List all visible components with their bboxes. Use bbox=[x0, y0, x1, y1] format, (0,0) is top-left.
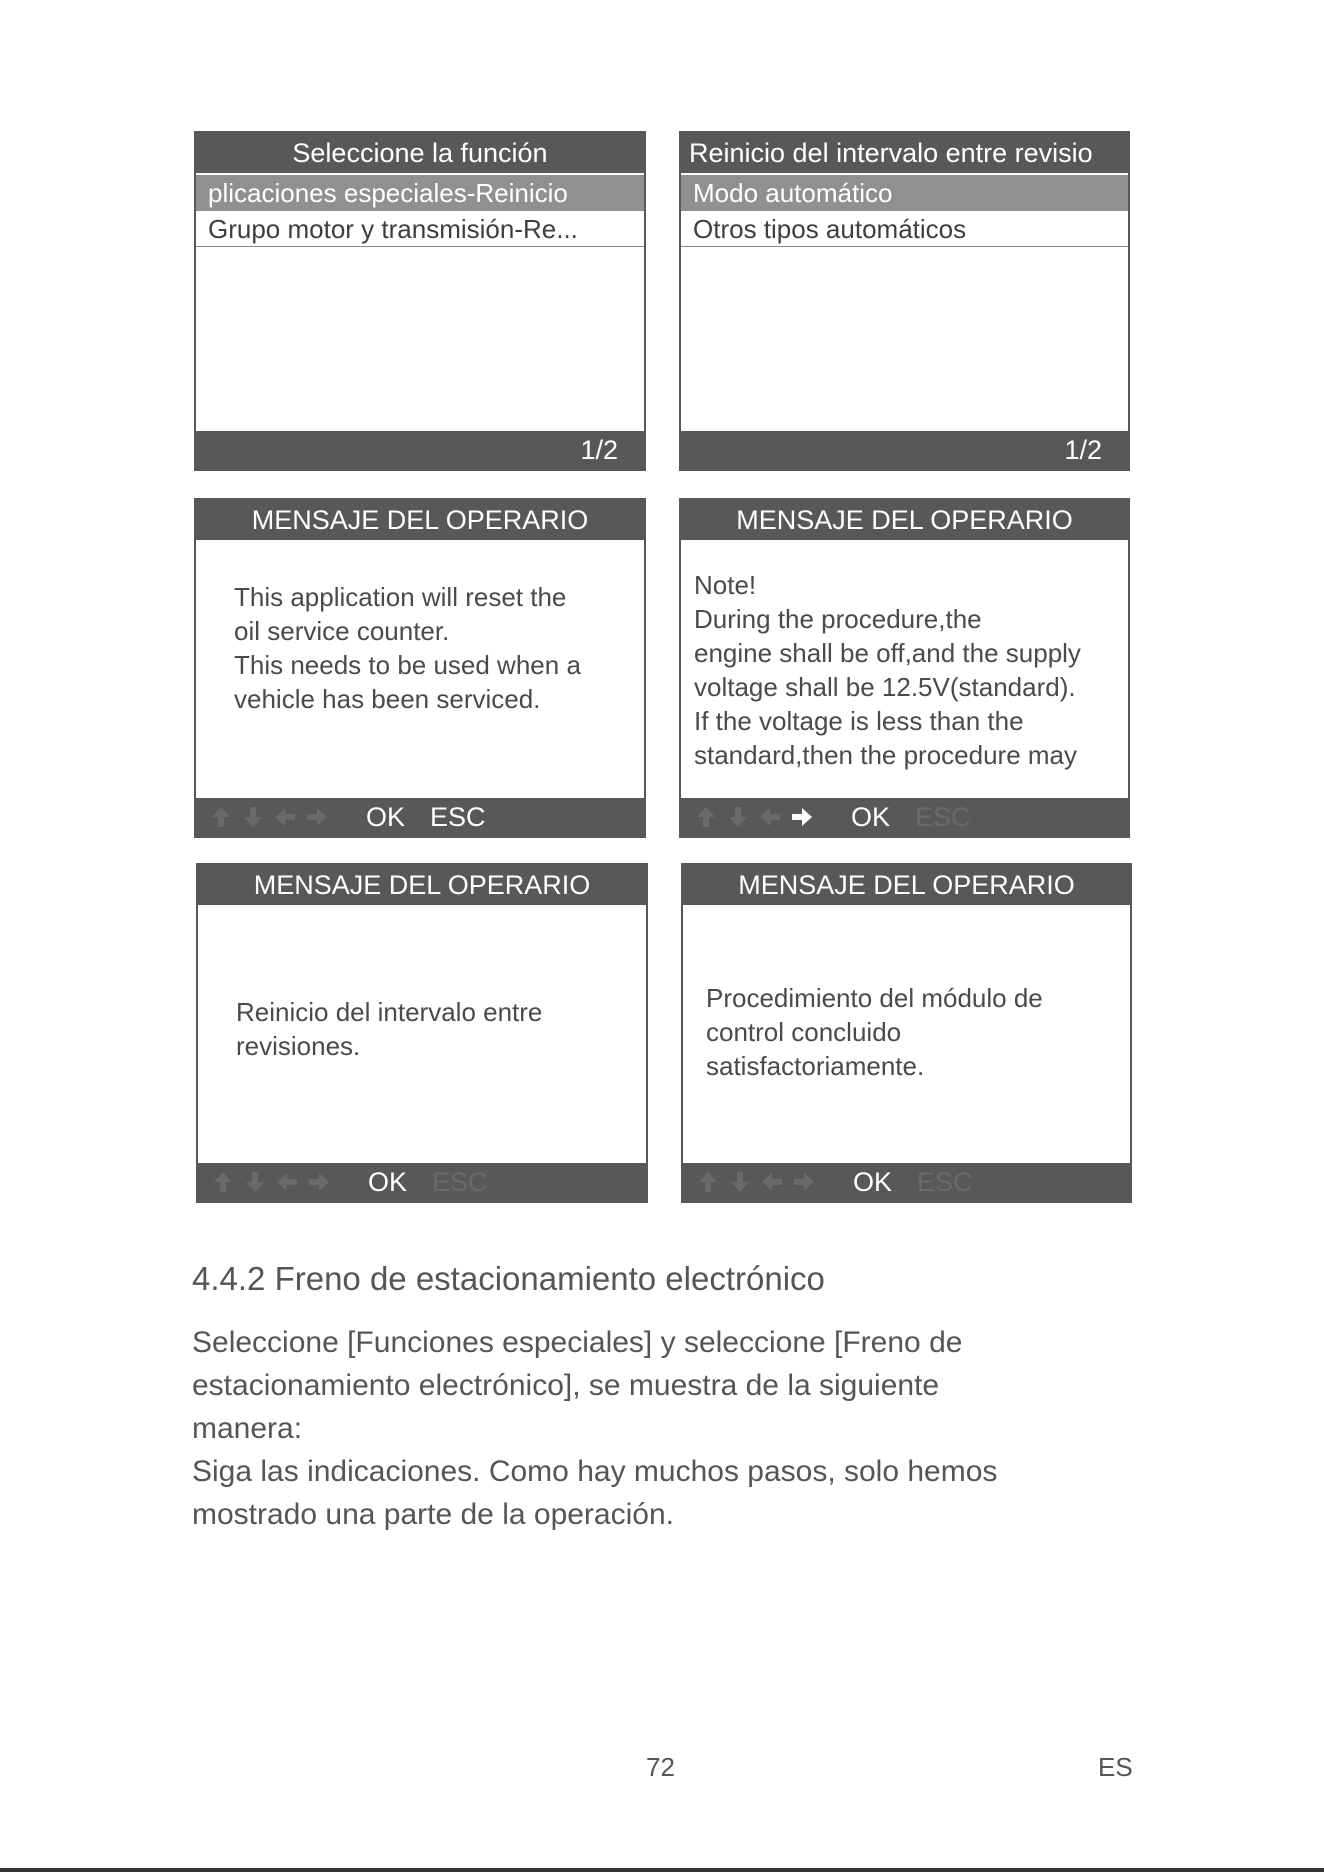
arrow-right-icon bbox=[791, 1169, 817, 1195]
esc-button: ESC bbox=[915, 802, 971, 832]
ok-button[interactable]: OK bbox=[851, 802, 891, 832]
screen-title: Reinicio del intervalo entre revisio bbox=[681, 133, 1128, 173]
message-line: vehicle has been serviced. bbox=[234, 684, 541, 714]
message-line: voltage shall be 12.5V(standard). bbox=[694, 672, 1076, 702]
message-line: This needs to be used when a bbox=[234, 650, 581, 680]
nav-keys bbox=[208, 798, 330, 836]
bottom-divider bbox=[0, 1868, 1324, 1872]
language-code: ES bbox=[1098, 1752, 1133, 1782]
message-line: oil service counter. bbox=[234, 616, 450, 646]
message-line: During the procedure,the bbox=[694, 604, 982, 634]
message-line: standard,then the procedure may bbox=[694, 740, 1078, 770]
arrow-left-icon bbox=[272, 804, 298, 830]
page-indicator: 1/2 bbox=[1064, 435, 1102, 465]
nav-keys bbox=[210, 1163, 332, 1201]
arrow-down-icon bbox=[727, 1169, 753, 1195]
esc-button: ESC bbox=[432, 1167, 488, 1197]
screen-service-interval-reset bbox=[679, 131, 1130, 471]
message-line: control concluido bbox=[706, 1017, 902, 1047]
message-line: satisfactoriamente. bbox=[706, 1051, 925, 1081]
ok-button[interactable]: OK bbox=[368, 1167, 408, 1197]
message-line: engine shall be off,and the supply bbox=[694, 638, 1081, 668]
arrow-down-icon bbox=[725, 804, 751, 830]
arrow-up-icon bbox=[693, 804, 719, 830]
message-line: Reinicio del intervalo entre bbox=[236, 997, 543, 1027]
screen-title: MENSAJE DEL OPERARIO bbox=[196, 500, 644, 540]
page-indicator: 1/2 bbox=[580, 435, 618, 465]
message-text bbox=[234, 580, 581, 716]
screen-footer bbox=[683, 1163, 1130, 1201]
screen-title: MENSAJE DEL OPERARIO bbox=[198, 865, 646, 905]
arrow-left-icon bbox=[274, 1169, 300, 1195]
arrow-right-icon bbox=[304, 804, 330, 830]
menu-item-other-auto-types[interactable]: Otros tipos automáticos bbox=[681, 211, 1128, 247]
menu-item-special-reset[interactable]: plicaciones especiales-Reinicio bbox=[196, 175, 644, 211]
message-line: This application will reset the bbox=[234, 582, 567, 612]
message-line: Note! bbox=[694, 570, 757, 600]
arrow-right-icon[interactable] bbox=[789, 804, 815, 830]
paragraph-line: Siga las indicaciones. Como hay muchos pasos, solo hemos bbox=[192, 1455, 998, 1488]
ok-button[interactable]: OK bbox=[366, 802, 406, 832]
nav-keys bbox=[693, 798, 815, 836]
screen-title: MENSAJE DEL OPERARIO bbox=[681, 500, 1128, 540]
message-line: If the voltage is less than the bbox=[694, 706, 1024, 736]
screen-footer bbox=[198, 1163, 646, 1201]
arrow-left-icon bbox=[759, 1169, 785, 1195]
arrow-up-icon bbox=[210, 1169, 236, 1195]
nav-keys bbox=[695, 1163, 817, 1201]
paragraph-line: Seleccione [Funciones especiales] y seleccione [Freno de bbox=[192, 1326, 963, 1359]
esc-button: ESC bbox=[917, 1167, 973, 1197]
esc-button[interactable]: ESC bbox=[430, 802, 486, 832]
screen-operator-message-oil-reset bbox=[194, 498, 646, 838]
paragraph-line: manera: bbox=[192, 1412, 303, 1445]
message-text bbox=[236, 995, 542, 1063]
arrow-right-icon bbox=[306, 1169, 332, 1195]
paragraph-line: estacionamiento electrónico], se muestra de la siguiente bbox=[192, 1369, 940, 1402]
arrow-down-icon bbox=[240, 804, 266, 830]
message-line: revisiones. bbox=[236, 1031, 361, 1061]
arrow-up-icon bbox=[695, 1169, 721, 1195]
page-number: 72 bbox=[646, 1752, 675, 1782]
screen-footer bbox=[681, 798, 1128, 836]
screen-footer bbox=[196, 431, 644, 469]
menu-item-engine-transmission[interactable]: Grupo motor y transmisión-Re... bbox=[196, 211, 644, 247]
menu-item-auto-mode[interactable]: Modo automático bbox=[681, 175, 1128, 211]
ok-button[interactable]: OK bbox=[853, 1167, 893, 1197]
message-text bbox=[706, 981, 1043, 1083]
screen-title: MENSAJE DEL OPERARIO bbox=[683, 865, 1130, 905]
arrow-left-icon bbox=[757, 804, 783, 830]
screen-footer bbox=[196, 798, 644, 836]
message-line: Procedimiento del módulo de bbox=[706, 983, 1043, 1013]
screen-operator-message-note bbox=[679, 498, 1130, 838]
message-text bbox=[694, 568, 1081, 772]
screen-title: Seleccione la función bbox=[196, 133, 644, 173]
screen-select-function bbox=[194, 131, 646, 471]
arrow-down-icon bbox=[242, 1169, 268, 1195]
arrow-up-icon bbox=[208, 804, 234, 830]
paragraph-line: mostrado una parte de la operación. bbox=[192, 1498, 674, 1531]
screen-operator-message-interval-reset bbox=[196, 863, 648, 1203]
section-heading: 4.4.2 Freno de estacionamiento electrónico bbox=[192, 1260, 825, 1297]
screen-operator-message-completed bbox=[681, 863, 1132, 1203]
screen-footer bbox=[681, 431, 1128, 469]
